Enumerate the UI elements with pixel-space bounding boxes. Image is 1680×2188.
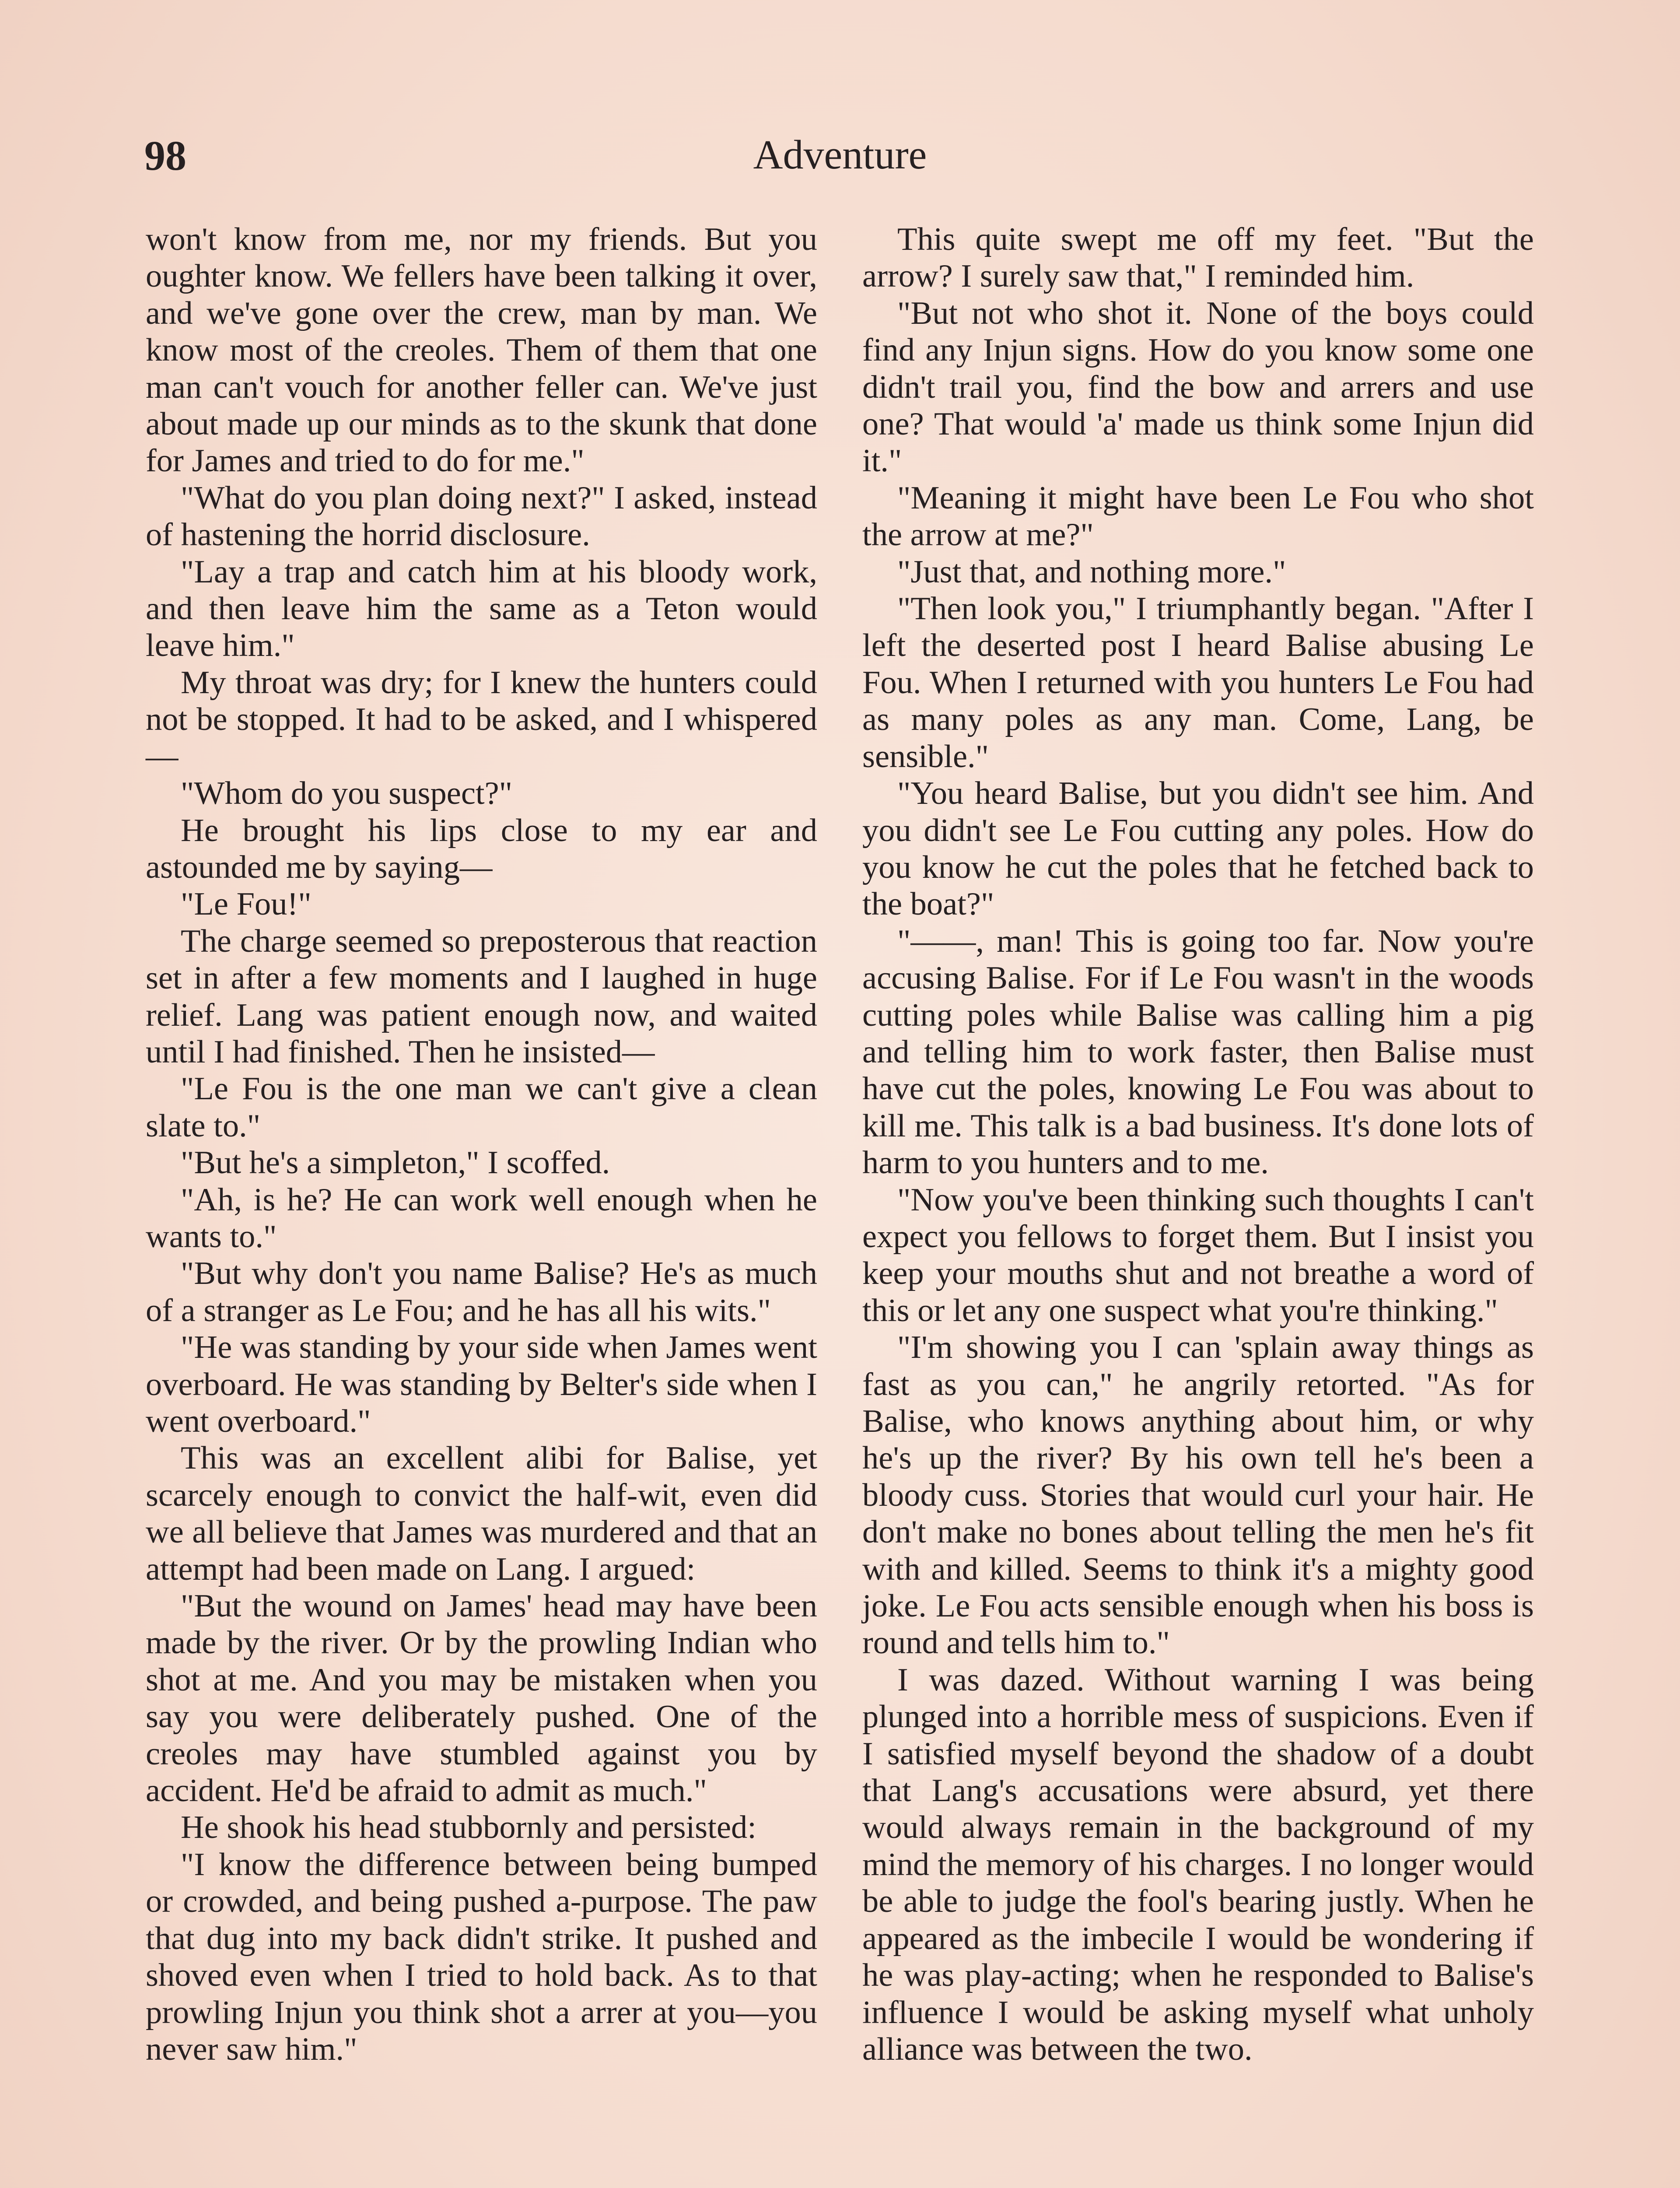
paragraph: "But he's a simpleton," I scoffed. [181, 1145, 610, 1181]
paragraph: "Lay a trap and catch him at his bloody work, and then leave him the same as a Teton would leave him." [146, 554, 817, 664]
paragraph: "Ah, is he? He can work well enough when he wants to." [146, 1182, 817, 1255]
paragraph: My throat was dry; for I knew the hunters could not be stopped. It had to be asked, and I whispered— [146, 664, 817, 775]
paragraph: "Le Fou!" [181, 886, 312, 922]
paragraph: "I know the difference between being bumped or crowded, and being pushed a-purpose. The paw that dug into my back didn't strike. It pushed and shoved even when I tried to hold back. As to that prowling Injun you think shot a arrer at you—you never saw him." [146, 1846, 817, 2067]
paragraph: He brought his lips close to my ear and astounded me by saying— [146, 812, 817, 885]
paragraph: "Meaning it might have been Le Fou who shot the arrow at me?" [862, 480, 1534, 553]
paragraph: "Now you've been thinking such thoughts I can't expect you fellows to forget them. But I insist you keep your mouths shut and not breathe a word of this or let any one suspect what you're thinking." [862, 1182, 1534, 1329]
paragraph: "Le Fou is the one man we can't give a clean slate to." [146, 1071, 817, 1144]
paragraph: This was an excellent alibi for Balise, yet scarcely enough to convict the half-wit, even did we all believe that James was murdered and that an attempt had been made on Lang. I argued: [146, 1440, 817, 1587]
page-header [144, 131, 1536, 193]
paragraph: The charge seemed so preposterous that reaction set in after a few moments and I laughed in huge relief. Lang was patient enough now, and waited until I had finished. Then he insisted— [146, 923, 817, 1070]
paragraph: He shook his head stubbornly and persisted: [181, 1809, 756, 1846]
paragraph: "But the wound on James' head may have been made by the river. Or by the prowling Indian who shot at me. And you may be mistaken when you say you were deliberately pushed. One of the creoles may have stumbled against you by accident. He'd be afraid to admit as much." [146, 1588, 817, 1809]
right-column [862, 221, 1534, 2068]
paragraph: "What do you plan doing next?" I asked, instead of hastening the horrid disclosure. [146, 480, 817, 553]
paragraph: "Just that, and nothing more." [897, 554, 1286, 590]
paragraph: "Whom do you suspect?" [181, 775, 513, 812]
running-title: Adventure [753, 132, 927, 178]
paragraph: "——, man! This is going too far. Now you're accusing Balise. For if Le Fou wasn't in the woods cutting poles while Balise was calling him a pig and telling him to work faster, then Balise must have cut the poles, knowing Le Fou was about to kill me. This talk is a bad business. It's done lots of harm to you hunters and to me. [862, 923, 1534, 1181]
paragraph: "He was standing by your side when James went overboard. He was standing by Belter's side when I went overboard." [146, 1329, 817, 1439]
paragraph: "You heard Balise, but you didn't see him. And you didn't see Le Fou cutting any poles. How do you know he cut the poles that he fetched back to the boat?" [862, 775, 1534, 922]
paragraph: "But not who shot it. None of the boys could find any Injun signs. How do you know some one didn't trail you, find the bow and arrers and use one? That would 'a' made us think some Injun did it." [862, 295, 1534, 479]
paragraph: I was dazed. Without warning I was being plunged into a horrible mess of suspicions. Even if I satisfied myself beyond the shadow of a doubt that Lang's accusations were absurd, yet there would always remain in the background of my mind the memory of his charges. I no longer would be able to judge the fool's bearing justly. When he appeared as the imbecile I would be wondering if he was play-acting; when he responded to Balise's influence I would be asking myself what unholy alliance was between the two. [862, 1662, 1534, 2067]
paragraph: This quite swept me off my feet. "But the arrow? I surely saw that," I reminded him. [862, 221, 1534, 295]
paragraph: won't know from me, nor my friends. But you oughter know. We fellers have been talking it over, and we've gone over the crew, man by man. We know most of the creoles. Them of them that one man can't vouch for another feller can. We've just about made up our minds as to the skunk that done for James and tried to do for me." [146, 221, 817, 479]
paragraph: "Then look you," I triumphantly began. "After I left the deserted post I heard Balise abusing Le Fou. When I returned with you hunters Le Fou had as many poles as any man. Come, Lang, be sensible." [862, 591, 1534, 775]
paragraph: "But why don't you name Balise? He's as much of a stranger as Le Fou; and he has all his wits." [146, 1255, 817, 1329]
paragraph: "I'm showing you I can 'splain away things as fast as you can," he angrily retorted. "As for Balise, who knows anything about him, or why he's up the river? By his own tell he's been a bloody cuss. Stories that would curl your hair. He don't make no bones about telling the men he's fit with and killed. Seems to think it's a mighty good joke. Le Fou acts sensible enough when his boss is round and tells him to." [862, 1329, 1534, 1661]
page-number: 98 [144, 132, 186, 179]
left-column [146, 221, 817, 2068]
